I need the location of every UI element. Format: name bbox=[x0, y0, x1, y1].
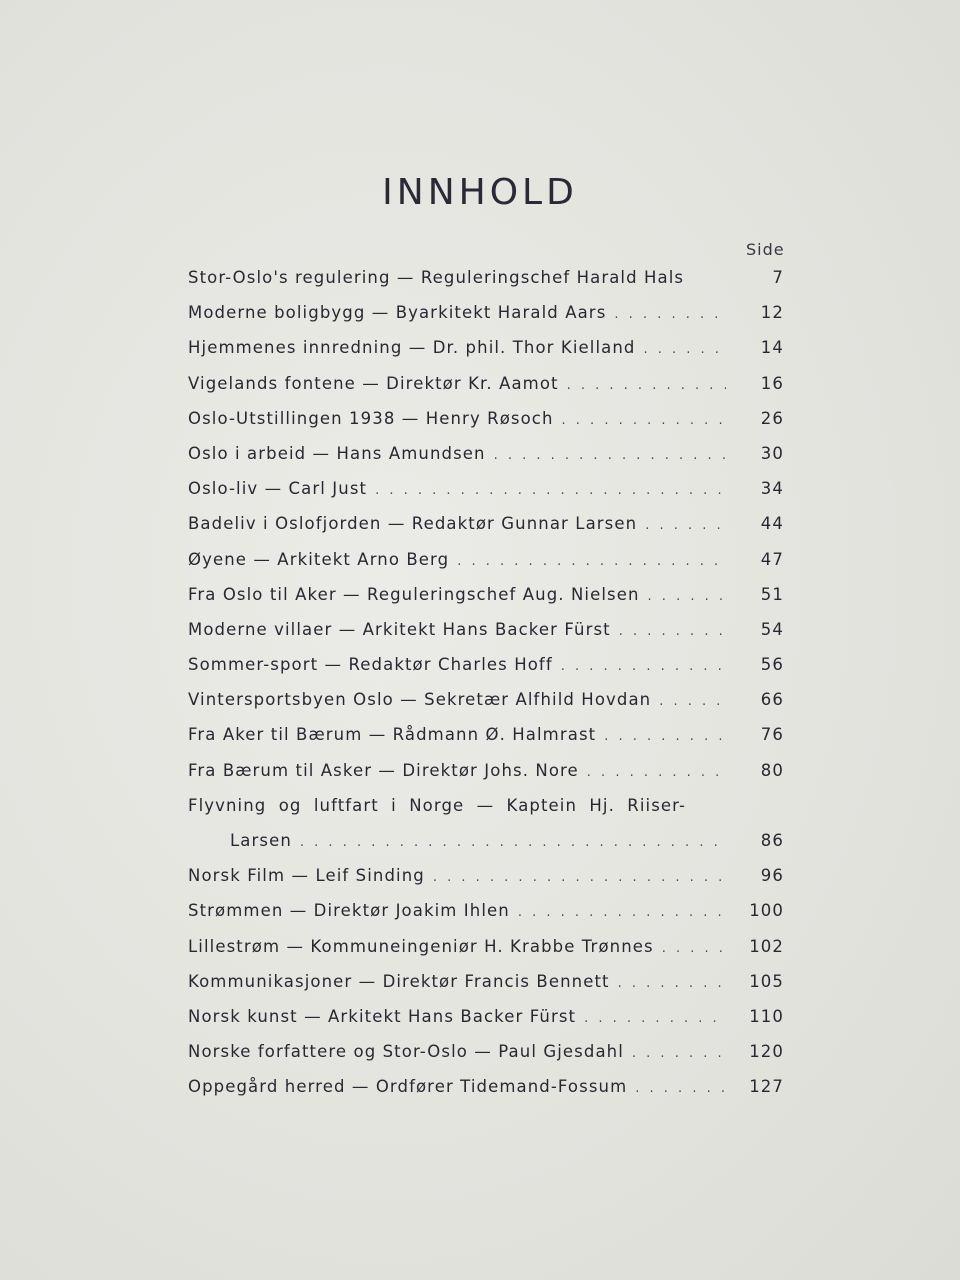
toc-entry-page: 51 bbox=[760, 584, 784, 604]
dot-leader bbox=[659, 694, 726, 709]
toc-entry-page: 34 bbox=[760, 479, 784, 499]
dot-leader bbox=[584, 1011, 726, 1026]
toc-entry-wrapped-line1 bbox=[188, 796, 788, 831]
dot-leader bbox=[562, 413, 726, 428]
toc-entry bbox=[188, 1042, 788, 1077]
toc-entry bbox=[188, 655, 788, 690]
toc-entry-title: Moderne villaer — Arkitekt Hans Backer Fürst bbox=[188, 619, 611, 639]
toc-entry-page: 100 bbox=[749, 901, 784, 921]
toc-entry-title: Strømmen — Direktør Joakim Ihlen bbox=[188, 901, 510, 921]
toc-entry bbox=[188, 514, 788, 549]
table-of-contents bbox=[188, 268, 788, 1113]
dot-leader bbox=[494, 448, 726, 463]
dot-leader bbox=[375, 483, 726, 498]
toc-entry bbox=[188, 1077, 788, 1112]
toc-entry bbox=[188, 585, 788, 620]
toc-entry-title: Flyvning og luftfart i Norge — Kaptein Hj. Riiser- bbox=[188, 795, 687, 815]
toc-entry bbox=[188, 338, 788, 373]
toc-entry-page: 47 bbox=[760, 549, 784, 569]
dot-leader bbox=[662, 941, 726, 956]
toc-entry-page: 44 bbox=[760, 514, 784, 534]
toc-entry bbox=[188, 866, 788, 901]
toc-entry bbox=[188, 479, 788, 514]
toc-entry-title: Stor-Oslo's regulering — Reguleringschef Harald Hals bbox=[188, 268, 685, 287]
toc-entry bbox=[188, 725, 788, 760]
toc-entry bbox=[188, 972, 788, 1007]
toc-entry-title: Norsk Film — Leif Sinding bbox=[188, 866, 425, 886]
toc-entry-title: Moderne boligbygg — Byarkitekt Harald Aars bbox=[188, 303, 607, 323]
dot-leader bbox=[518, 905, 726, 920]
dot-leader bbox=[614, 307, 726, 322]
toc-entry-page: 26 bbox=[760, 408, 784, 428]
toc-entry-title: Vintersportsbyen Oslo — Sekretær Alfhild Hovdan bbox=[188, 690, 652, 710]
toc-entry bbox=[188, 620, 788, 655]
toc-entry-title: Oslo-Utstillingen 1938 — Henry Røsoch bbox=[188, 408, 554, 428]
dot-leader bbox=[632, 1046, 726, 1061]
toc-entry-page: 110 bbox=[749, 1006, 784, 1026]
toc-entry-title: Norske forfattere og Stor-Oslo — Paul Gjesdahl bbox=[188, 1042, 624, 1062]
toc-entry-page: 14 bbox=[760, 338, 784, 358]
toc-entry-page: 16 bbox=[760, 373, 784, 393]
dot-leader bbox=[567, 378, 726, 393]
dot-leader bbox=[433, 870, 726, 885]
toc-entry-title: Oppegård herred — Ordfører Tidemand-Fossum bbox=[188, 1077, 628, 1097]
toc-entry-wrapped-line2 bbox=[188, 831, 788, 866]
toc-entry-title: Lillestrøm — Kommuneingeniør H. Krabbe Trønnes bbox=[188, 936, 654, 956]
toc-entry-page: 76 bbox=[760, 725, 784, 745]
toc-entry-title: Hjemmenes innredning — Dr. phil. Thor Kielland bbox=[188, 338, 636, 358]
dot-leader bbox=[645, 518, 726, 533]
toc-entry-page: 86 bbox=[760, 831, 784, 850]
dot-leader bbox=[300, 835, 726, 850]
toc-entry bbox=[188, 374, 788, 409]
toc-entry bbox=[188, 409, 788, 444]
toc-entry bbox=[188, 1007, 788, 1042]
toc-entry-title: Badeliv i Oslofjorden — Redaktør Gunnar Larsen bbox=[188, 514, 638, 534]
toc-entry-title: Oslo-liv — Carl Just bbox=[188, 479, 368, 499]
toc-entry-title-continued: Larsen bbox=[230, 831, 292, 850]
toc-entry bbox=[188, 937, 788, 972]
toc-entry-title: Norsk kunst — Arkitekt Hans Backer Fürst bbox=[188, 1006, 577, 1026]
toc-entry-page: 105 bbox=[749, 971, 784, 991]
toc-entry-page: 7 bbox=[772, 268, 784, 287]
toc-entry-page: 102 bbox=[749, 936, 784, 956]
toc-entry-title: Fra Aker til Bærum — Rådmann Ø. Halmrast bbox=[188, 725, 597, 745]
page-column-label: Side bbox=[746, 240, 785, 259]
toc-entry-title: Øyene — Arkitekt Arno Berg bbox=[188, 549, 450, 569]
toc-entry bbox=[188, 690, 788, 725]
dot-leader bbox=[643, 342, 726, 357]
dot-leader bbox=[457, 554, 726, 569]
dot-leader bbox=[618, 976, 726, 991]
toc-entry-page: 12 bbox=[760, 303, 784, 323]
dot-leader bbox=[619, 624, 726, 639]
toc-entry-title: Vigelands fontene — Direktør Kr. Aamot bbox=[188, 373, 559, 393]
toc-entry bbox=[188, 444, 788, 479]
dot-leader bbox=[635, 1081, 726, 1096]
toc-entry bbox=[188, 761, 788, 796]
toc-entry bbox=[188, 550, 788, 585]
toc-entry bbox=[188, 901, 788, 936]
toc-entry-page: 30 bbox=[760, 443, 784, 463]
toc-entry bbox=[188, 268, 788, 303]
dot-leader bbox=[587, 765, 726, 780]
toc-entry-page: 120 bbox=[749, 1042, 784, 1062]
toc-entry-title: Fra Bærum til Asker — Direktør Johs. Nore bbox=[188, 760, 579, 780]
toc-entry-page: 54 bbox=[760, 619, 784, 639]
page-title: INNHOLD bbox=[382, 172, 578, 213]
toc-entry-page: 127 bbox=[749, 1077, 784, 1097]
toc-entry-title: Kommunikasjoner — Direktør Francis Bennett bbox=[188, 971, 610, 991]
dot-leader bbox=[604, 729, 726, 744]
toc-entry-title: Sommer-sport — Redaktør Charles Hoff bbox=[188, 655, 553, 675]
toc-entry-title: Oslo i arbeid — Hans Amundsen bbox=[188, 443, 486, 463]
toc-entry-page: 66 bbox=[760, 690, 784, 710]
toc-entry bbox=[188, 303, 788, 338]
toc-entry-page: 56 bbox=[760, 655, 784, 675]
toc-entry-page: 80 bbox=[760, 760, 784, 780]
dot-leader bbox=[648, 589, 726, 604]
toc-entry-page: 96 bbox=[760, 866, 784, 886]
dot-leader bbox=[561, 659, 726, 674]
toc-entry-title: Fra Oslo til Aker — Reguleringschef Aug. Nielsen bbox=[188, 584, 640, 604]
